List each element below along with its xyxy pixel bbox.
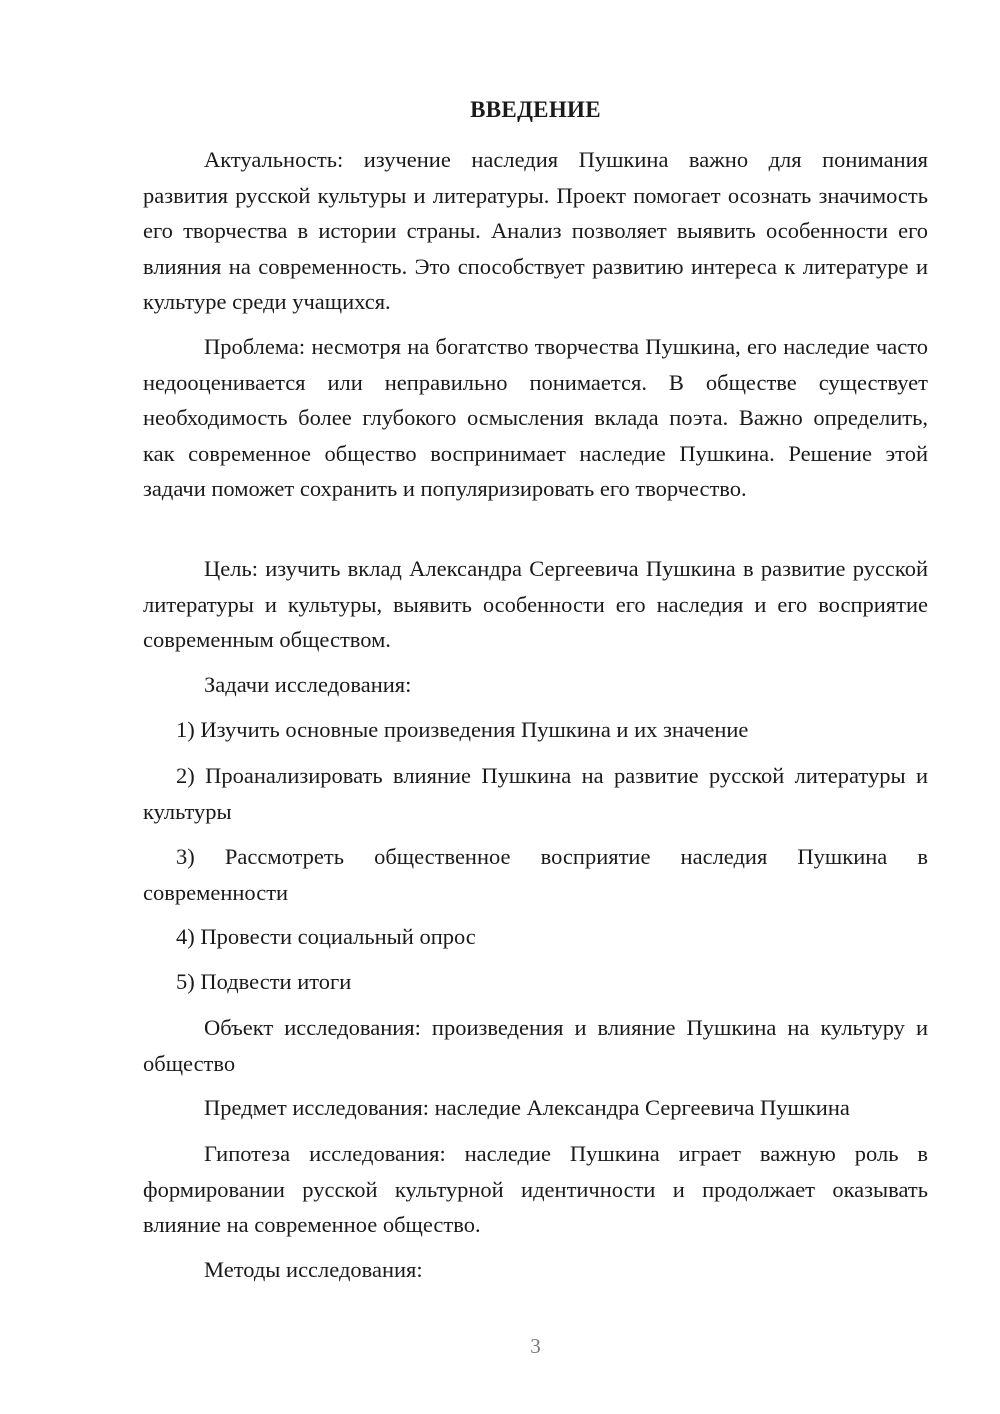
hypothesis-paragraph: Гипотеза исследования: наследие Пушкина играет важную роль в формировании русской культурной идентичности и продолжает оказывать влияние на современное общество.	[143, 1141, 928, 1237]
page-number: 3	[530, 1334, 541, 1358]
task-item-2: 2) Проанализировать влияние Пушкина на развитие русской литературы и культуры	[143, 763, 928, 824]
section-heading: ВВЕДЕНИЕ	[470, 97, 601, 122]
tasks-title: Задачи исследования:	[204, 672, 412, 697]
subject-paragraph: Предмет исследования: наследие Александра Сергеевича Пушкина	[204, 1095, 850, 1120]
problem-paragraph: Проблема: несмотря на богатство творчества Пушкина, его наследие часто недооценивается или неправильно понимается. В обществе существует необходимость более глубокого осмысления вклада поэта. Важно определить, как современное общество воспринимает наследие Пушкина. Решение этой задачи поможет сохранить и популяризировать его творчество.	[143, 334, 928, 501]
task-item-3: 3) Рассмотреть общественное восприятие наследия Пушкина в современности	[143, 844, 928, 905]
goal-paragraph: Цель: изучить вклад Александра Сергеевича Пушкина в развитие русской литературы и культуры, выявить особенности его наследия и его восприятие современным обществом.	[143, 556, 928, 652]
document-page	[143, 0, 928, 1414]
task-item-1: 1) Изучить основные произведения Пушкина и их значение	[176, 717, 749, 742]
object-paragraph: Объект исследования: произведения и влияние Пушкина на культуру и общество	[143, 1015, 928, 1076]
task-item-4: 4) Провести социальный опрос	[176, 924, 476, 949]
methods-title: Методы исследования:	[204, 1257, 423, 1282]
task-item-5: 5) Подвести итоги	[176, 969, 352, 994]
relevance-paragraph: Актуальность: изучение наследия Пушкина важно для понимания развития русской культуры и литературы. Проект помогает осознать значимость его творчества в истории страны. Анализ позволяет выявить особенности его влияния на современность. Это способствует развитию интереса к литературе и культуре среди учащихся.	[143, 147, 928, 314]
